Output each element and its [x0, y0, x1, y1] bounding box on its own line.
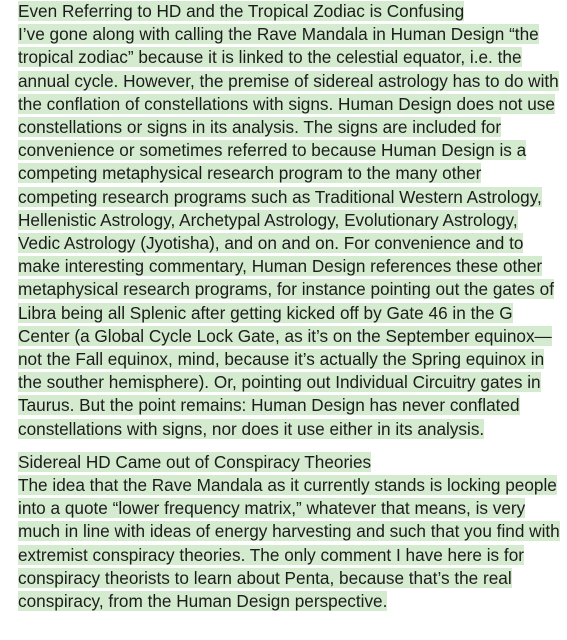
section-tropical-zodiac [18, 0, 563, 441]
section-conspiracy-theories [18, 451, 563, 613]
section-heading [18, 0, 563, 23]
heading-text: Sidereal HD Came out of Conspiracy Theories [18, 451, 372, 472]
paragraph-text: I’ve gone along with calling the Rave Mandala in Human Design “the tropical zodiac” because it is linked to the celestial equator, i.e. the annual cycle. However, the premise of sidereal astrology has to do with the conflation of constellations with signs. Human Design does not use constellations or signs in its analysis. The signs are included for convenience or sometimes referred to because Human Design is a competing metaphysical research program to the many other competing research programs such as Traditional Western Astrology, Hellenistic Astrology, Archetypal Astrology, Evolutionary Astrology, Vedic Astrology (Jyotisha), and on and on. For convenience and to make interesting commentary, Human Design references these other metaphysical research programs, for instance pointing out the gates of Libra being all Splenic after getting kicked off by Gate 46 in the G Center (a Global Cycle Lock Gate, as it’s on the September equinox—not the Fall equinox, mind, because it’s actually the Spring equinox in the souther hemisphere). Or, pointing out Individual Circuitry gates in Taurus. But the point remains: Human Design has never conflated constellations with signs, nor does it use either in its analysis. [18, 24, 559, 439]
paragraph-text: The idea that the Rave Mandala as it currently stands is locking people into a quote “lower frequency matrix,” whatever that means, is very much in line with ideas of energy harvesting and such that you find with extremist conspiracy theories. The only comment I have here is for conspiracy theorists to learn about Penta, because that’s the real conspiracy, from the Human Design perspective. [18, 475, 560, 612]
section-paragraph [18, 474, 563, 613]
section-paragraph [18, 23, 563, 441]
heading-text: Even Referring to HD and the Tropical Zodiac is Confusing [18, 1, 465, 21]
section-heading [18, 451, 563, 474]
document-body [18, 0, 563, 613]
